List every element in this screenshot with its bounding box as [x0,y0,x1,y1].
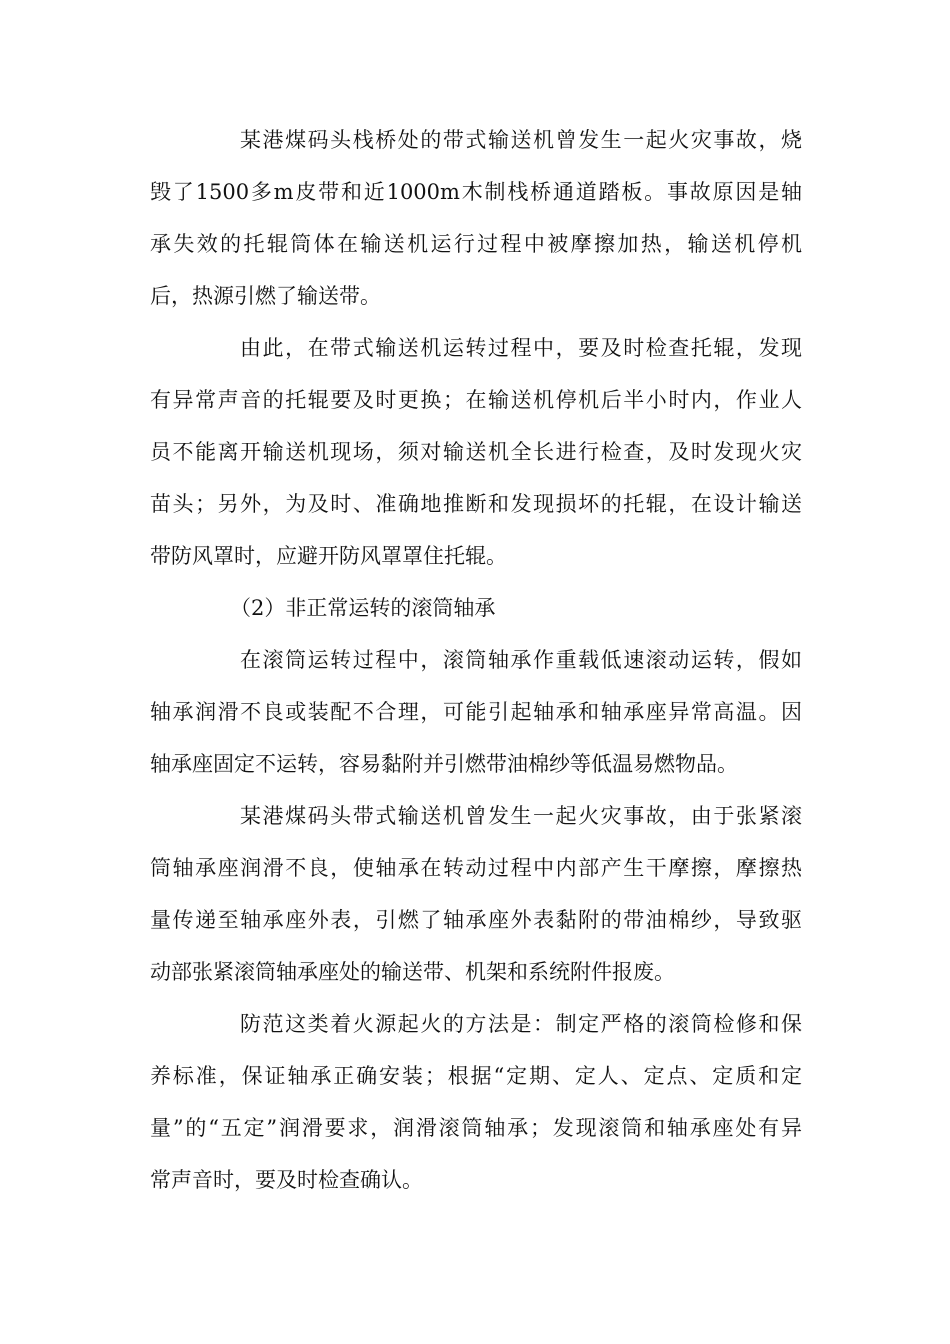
paragraph-line: 苗头；另外，为及时、准确地推断和发现损坏的托辊，在设计输送 [150,492,802,516]
section-heading-text: （2）非正常运转的滚筒轴承 [230,596,496,620]
paragraph-line: 有异常声音的托辊要及时更换；在输送机停机后半小时内，作业人 [150,388,802,412]
paragraph-5 [150,790,802,998]
paragraph-line: 养标准，保证轴承正确安装；根据“定期、定人、定点、定质和定 [150,1064,802,1088]
paragraph-line: 后，热源引燃了输送带。 [150,284,381,308]
paragraph-2 [150,322,802,582]
paragraph-6 [150,998,802,1206]
paragraph-line: 承失效的托辊筒体在输送机运行过程中被摩擦加热，输送机停机 [150,232,802,256]
paragraph-4 [150,634,802,790]
paragraph-1 [150,114,802,322]
paragraph-line: 筒轴承座润滑不良，使轴承在转动过程中内部产生干摩擦，摩擦热 [150,856,802,880]
paragraph-line: 带防风罩时，应避开防风罩罩住托辊。 [150,544,507,568]
paragraph-line: 某港煤码头栈桥处的带式输送机曾发生一起火灾事故，烧 [240,128,802,152]
paragraph-line: 由此，在带式输送机运转过程中，要及时检查托辊，发现 [240,336,802,360]
paragraph-line: 在滚筒运转过程中，滚筒轴承作重载低速滚动运转，假如 [240,648,802,672]
paragraph-line: 轴承润滑不良或装配不合理，可能引起轴承和轴承座异常高温。因 [150,700,802,724]
paragraph-line: 毁了1500多m皮带和近1000m木制栈桥通道踏板。事故原因是轴 [150,180,802,204]
section-heading [150,582,802,634]
paragraph-line: 量”的“五定”润滑要求，润滑滚筒轴承；发现滚筒和轴承座处有异 [150,1116,802,1140]
document-body [150,114,802,1206]
paragraph-line: 量传递至轴承座外表，引燃了轴承座外表黏附的带油棉纱，导致驱 [150,908,802,932]
paragraph-line: 常声音时，要及时检查确认。 [150,1168,423,1192]
paragraph-line: 某港煤码头带式输送机曾发生一起火灾事故，由于张紧滚 [240,804,802,828]
paragraph-line: 动部张紧滚筒轴承座处的输送带、机架和系统附件报废。 [150,960,675,984]
paragraph-line: 员不能离开输送机现场，须对输送机全长进行检查，及时发现火灾 [150,440,802,464]
paragraph-line: 防范这类着火源起火的方法是：制定严格的滚筒检修和保 [240,1012,802,1036]
paragraph-line: 轴承座固定不运转，容易黏附并引燃带油棉纱等低温易燃物品。 [150,752,738,776]
